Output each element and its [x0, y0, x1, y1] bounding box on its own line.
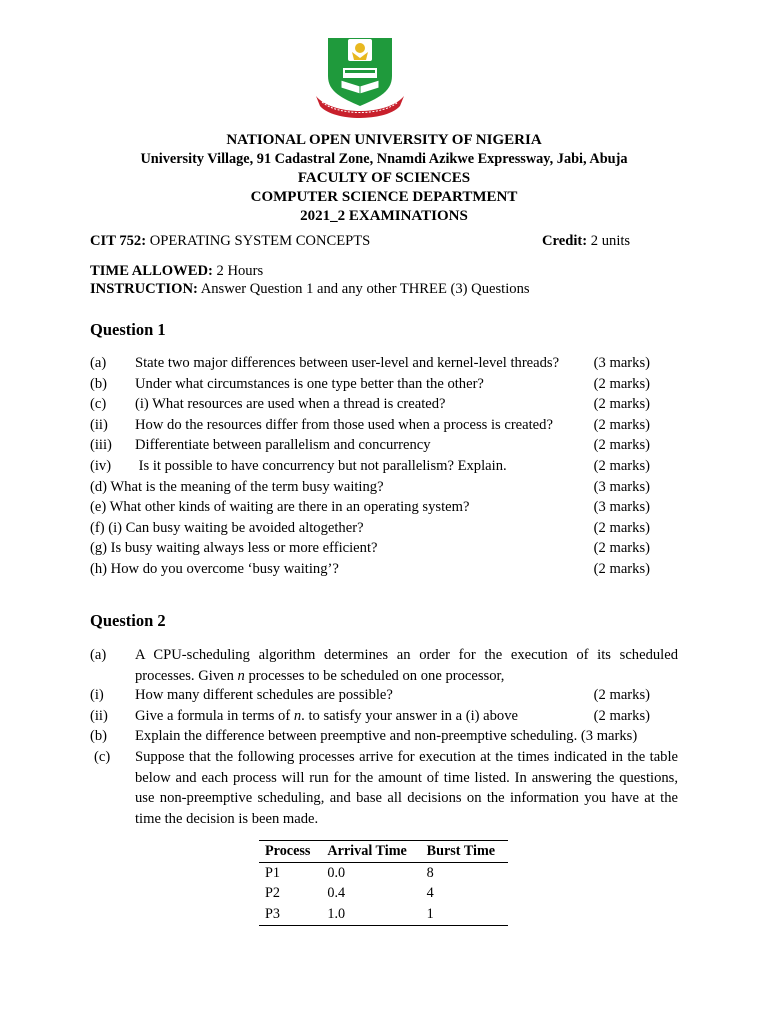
- exam-session: 2021_2 EXAMINATIONS: [300, 208, 468, 224]
- header-burst-time: Burst Time: [421, 841, 508, 863]
- university-address: University Village, 91 Cadastral Zone, Nnamdi Azikwe Expressway, Jabi, Abuja: [140, 151, 628, 167]
- q2-i-marks: (2 marks): [593, 687, 650, 703]
- q2-ii-marks: (2 marks): [593, 708, 650, 724]
- time-value: 2 Hours: [212, 263, 264, 279]
- q1-item-text: State two major differences between user-level and kernel-level threads?: [135, 355, 560, 371]
- question-1-title: Question 1: [90, 320, 166, 339]
- q2-b-row: [90, 726, 650, 747]
- table-cell: 1: [421, 904, 508, 925]
- faculty-name: FACULTY OF SCIENCES: [297, 170, 471, 186]
- q1-item-label: (b): [90, 375, 108, 392]
- process-table: [259, 840, 508, 926]
- q2-ii-label: (ii): [90, 708, 108, 724]
- q1-item-marks: (2 marks): [593, 437, 650, 454]
- q1-item-marks: (3 marks): [593, 499, 650, 516]
- q2-a-label: (a): [90, 647, 107, 663]
- time-label: TIME ALLOWED:: [90, 263, 213, 279]
- table-cell: 8: [426, 864, 434, 881]
- q2-i-row: [90, 685, 650, 706]
- credit-line: [542, 231, 630, 251]
- course-line: [90, 231, 370, 251]
- course-code: CIT 752:: [90, 233, 147, 249]
- q1-item-label: (a): [90, 355, 107, 371]
- q2-b-text: Explain the difference between preemptive and non-preemptive scheduling. (3 marks): [135, 728, 638, 744]
- q1-item-marks: (2 marks): [593, 519, 650, 536]
- table-row: [259, 884, 508, 905]
- q2-ii-n: n: [293, 708, 302, 724]
- q1-item-label: (c): [90, 396, 107, 413]
- q1-item-marks: (2 marks): [593, 561, 650, 577]
- exam-header: [0, 131, 768, 226]
- university-name: NATIONAL OPEN UNIVERSITY OF NIGERIA: [226, 132, 542, 148]
- q1-item-text: (h) How do you overcome ‘busy waiting’?: [90, 561, 339, 577]
- q1-item-text: (i) What resources are used when a thread is created?: [135, 396, 446, 413]
- q2-ii-text: [135, 706, 518, 727]
- q1-item-text: (g) Is busy waiting always less or more efficient?: [90, 540, 378, 557]
- table-cell: P1: [265, 864, 280, 881]
- q1-item-text: Under what circumstances is one type better than the other?: [135, 375, 484, 392]
- q1-item-row: [90, 477, 650, 498]
- q1-item-row: [90, 559, 650, 580]
- credit-value: 2 units: [587, 233, 631, 249]
- q1-item-row: [90, 353, 650, 374]
- q1-item-text: Differentiate between parallelism and concurrency: [135, 437, 431, 454]
- q1-item-marks: (2 marks): [593, 396, 650, 413]
- q1-item-marks: (2 marks): [593, 540, 650, 557]
- university-crest-logo: [308, 36, 412, 124]
- instruction-label: INSTRUCTION:: [90, 281, 198, 297]
- q1-item-row: [90, 394, 650, 415]
- table-row: [259, 863, 508, 884]
- q1-item-marks: (2 marks): [593, 458, 650, 474]
- q1-item-row: [90, 374, 650, 395]
- q1-item-row: [90, 518, 650, 539]
- q1-item-marks: (2 marks): [593, 375, 650, 392]
- q2-a-n: n: [237, 667, 245, 684]
- q2-ii-text-part1: Give a formula in terms of: [135, 708, 294, 724]
- credit-label: Credit:: [542, 233, 588, 249]
- table-cell: 0.4: [327, 885, 346, 902]
- instruction-value: Answer Question 1 and any other THREE (3) Questions: [197, 281, 530, 297]
- header-process: Process: [259, 841, 321, 863]
- q2-i-label: (i): [90, 687, 104, 703]
- q1-item-label: (ii): [90, 416, 108, 433]
- table-cell: 1.0: [321, 904, 420, 925]
- q1-item-row: [90, 456, 650, 477]
- time-allowed: [90, 261, 263, 281]
- q2-ii-text-part2: . to satisfy your answer in a (i) above: [301, 708, 518, 724]
- table-cell: P2: [265, 885, 280, 902]
- q1-item-marks: (3 marks): [593, 478, 650, 495]
- q2-i-text: How many different schedules are possible?: [135, 687, 393, 703]
- q2-b-label: (b): [90, 728, 108, 744]
- q1-item-row: [90, 415, 650, 436]
- q1-item-label: (iii): [90, 437, 112, 454]
- q2-c-label: (c): [94, 749, 111, 765]
- q2-a-text-part2: processes to be scheduled on one processor,: [244, 667, 505, 684]
- q2-ii-row: [90, 706, 650, 727]
- q2-a-text-part1: A CPU-scheduling algorithm determines an order for the execution of its scheduled processes. Given: [135, 647, 678, 684]
- q1-item-marks: (2 marks): [593, 416, 650, 433]
- question-2-title: Question 2: [90, 611, 166, 630]
- header-arrival-time: Arrival Time: [321, 841, 420, 863]
- q1-item-row: [90, 497, 650, 518]
- table-cell: 0.0: [327, 864, 346, 881]
- q1-item-text: (f) (i) Can busy waiting be avoided altogether?: [90, 519, 364, 536]
- table-cell: P3: [259, 904, 321, 925]
- table-row: [259, 904, 508, 925]
- q1-item-text: (d) What is the meaning of the term busy waiting?: [90, 478, 384, 495]
- course-title: OPERATING SYSTEM CONCEPTS: [146, 233, 371, 249]
- q1-item-text: (e) What other kinds of waiting are there in an operating system?: [90, 499, 470, 516]
- q1-item-row: [90, 538, 650, 559]
- q1-item-label: (iv): [90, 458, 112, 474]
- table-cell: 4: [426, 885, 434, 902]
- q2-a-text: [135, 645, 678, 686]
- q1-item-marks: (3 marks): [593, 355, 650, 371]
- q2-c-text: Suppose that the following processes arrive for execution at the times indicated in the table below and each process will run for the amount of time listed. In answering the questions, use non-preemptive scheduling, and base all decisions on the information you have at the time the decision is been made.: [135, 749, 678, 827]
- q1-item-text: How do the resources differ from those used when a process is created?: [135, 416, 553, 433]
- process-table-header-row: [259, 841, 508, 863]
- department-name: COMPUTER SCIENCE DEPARTMENT: [250, 189, 518, 205]
- instruction: [90, 279, 530, 299]
- q1-item-row: [90, 435, 650, 456]
- q1-item-text: Is it possible to have concurrency but not parallelism? Explain.: [135, 458, 507, 474]
